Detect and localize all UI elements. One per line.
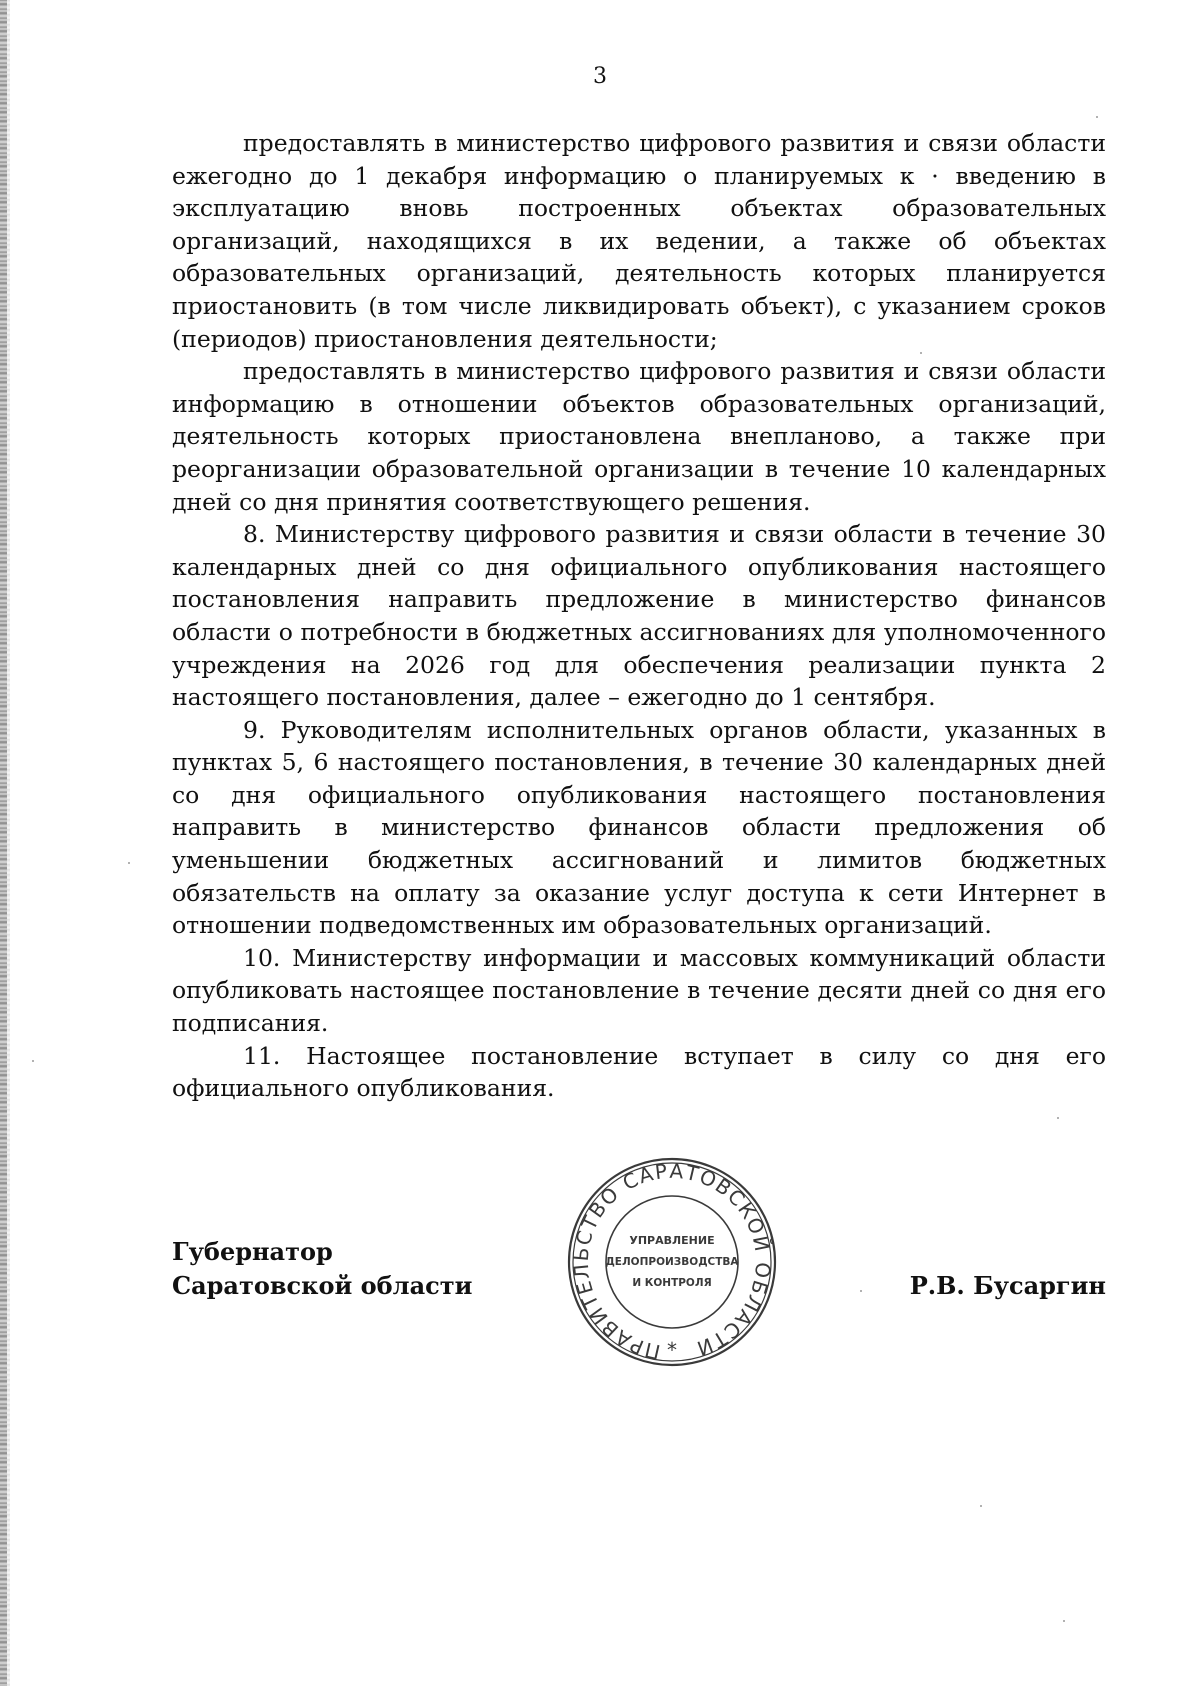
- paragraph-reporting-suspended-objects: предоставлять в министерство цифрового развития и связи области информацию в отношении объектов образовательных организаций, деятельность которых приостановлена внепланово, а также при реорганизации образовательной организации в течение 10 календарных дней со дня принятия соответствующего решения.: [172, 357, 1106, 516]
- paragraph-item-11: 11. Настоящее постановление вступает в силу со дня его официального опубликования.: [172, 1041, 1106, 1103]
- scan-edge-shadow: [7, 0, 10, 1686]
- seal-inner-line-2: ДЕЛОПРОИЗВОДСТВА: [605, 1256, 739, 1268]
- seal-star: *: [667, 1338, 677, 1362]
- official-seal-stamp: [563, 1157, 781, 1367]
- signatory-title-line-1: Губернатор: [172, 1237, 333, 1266]
- scan-speck: [1096, 116, 1098, 118]
- seal-inner-line-1: УПРАВЛЕНИЕ: [629, 1234, 715, 1247]
- signatory-title: [172, 1235, 472, 1303]
- scan-speck: [860, 1290, 862, 1292]
- paragraph-item-10: 10. Министерству информации и массовых коммуникаций области опубликовать настоящее постановление в течение десяти дней со дня его подписания.: [172, 943, 1106, 1038]
- seal-outer-text-path: ПРАВИТЕЛЬСТВО САРАТОВСКОЙ ОБЛАСТИ: [568, 1158, 776, 1365]
- scan-speck: [32, 1060, 34, 1062]
- paragraph-item-8: 8. Министерству цифрового развития и связи области в течение 30 календарных дней со дня официального опубликования настоящего постановления направить предложение в министерство финансов области о потребности в бюджетных ассигнованиях для уполномоченного учреждения на 2026 год для обеспечения реализации пункта 2 настоящего постановления, далее – ежегодно до 1 сентября.: [172, 520, 1106, 712]
- scan-speck: [1063, 1620, 1065, 1622]
- paragraph-reporting-new-objects: предоставлять в министерство цифрового развития и связи области ежегодно до 1 декабря информацию о планируемых к · введению в эксплуатацию вновь построенных объектах образовательных организаций, находящихся в их ведении, а также об объектах образовательных организаций, деятельность которых планируется приостановить (в том числе ликвидировать объект), с указанием сроков (периодов) приостановления деятельности;: [172, 129, 1106, 353]
- signatory-title-line-2: Саратовской области: [172, 1271, 473, 1300]
- scan-speck: [920, 352, 922, 354]
- scan-speck: [128, 862, 130, 864]
- scan-speck: [1057, 1117, 1059, 1119]
- document-body: [172, 127, 1106, 1105]
- seal-inner-line-3: И КОНТРОЛЯ: [632, 1277, 712, 1289]
- scan-speck: [980, 1505, 982, 1507]
- page-number: 3: [593, 64, 607, 89]
- paragraph-item-9: 9. Руководителям исполнительных органов области, указанных в пунктах 5, 6 настоящего постановления, в течение 30 календарных дней со дня официального опубликования настоящего постановления направить в министерство финансов области предложения об уменьшении бюджетных ассигнований и лимитов бюджетных обязательств на оплату за оказание услуг доступа к сети Интернет в отношении подведомственных им образовательных организаций.: [172, 715, 1106, 940]
- signatory-name: Р.В. Бусаргин: [909, 1271, 1106, 1300]
- scan-edge: [0, 0, 7, 1686]
